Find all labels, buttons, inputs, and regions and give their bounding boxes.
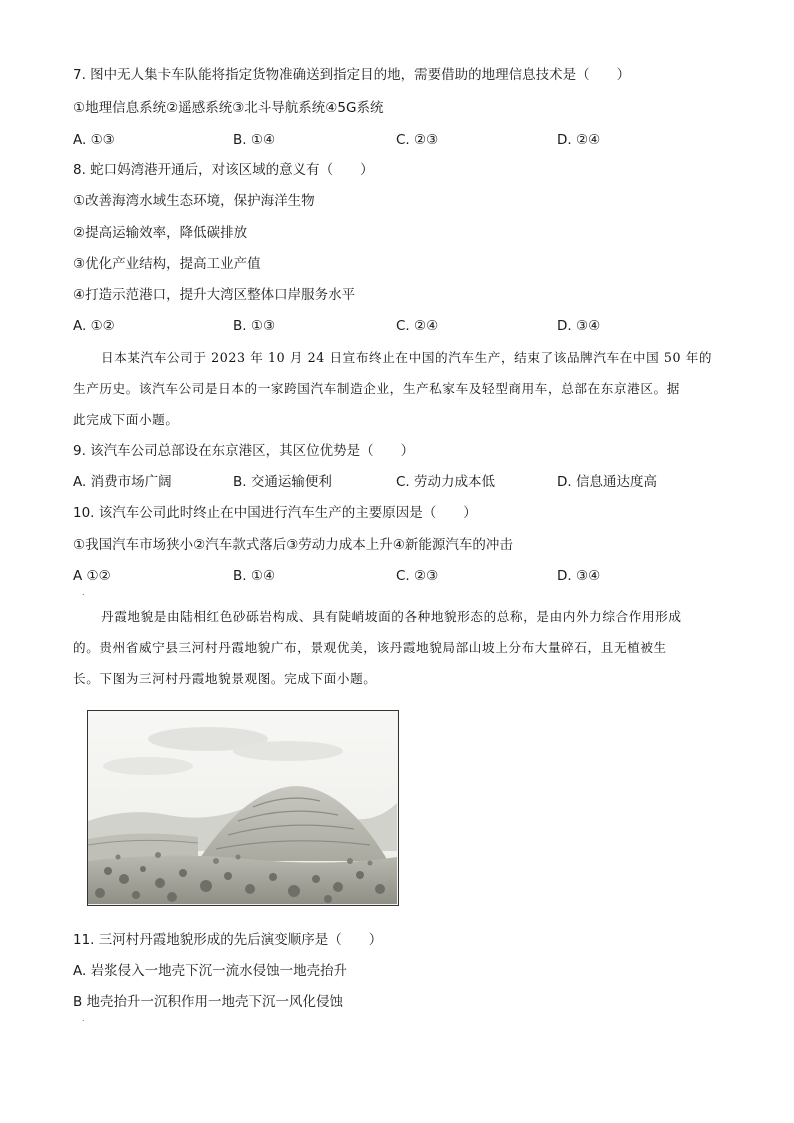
q8-option-c: C. ②④	[396, 318, 439, 334]
q8-option-b: B. ①③	[233, 318, 276, 334]
q9-stem: 9. 该汽车公司总部设在东京港区，其区位优势是（ ）	[73, 443, 415, 459]
q8-item-1: ①改善海湾水域生态环境，保护海洋生物	[73, 193, 315, 209]
passage1-line-1: 日本某汽车公司于 2023 年 10 月 24 日宣布终止在中国的汽车生产，结束了该品牌汽车在中国 50 年的	[101, 350, 713, 365]
q8-option-a: A. ①②	[73, 318, 115, 334]
q8-item-4: ④打造示范港口，提升大湾区整体口岸服务水平	[73, 287, 356, 303]
q9-option-c: C. 劳动力成本低	[396, 474, 496, 490]
q8-option-d: D. ③④	[557, 318, 601, 334]
passage2-line-3: 长。下图为三河村丹霞地貌景观图。完成下面小题。	[73, 671, 377, 686]
q7-stem: 7. 图中无人集卡车队能将指定货物准确送到指定目的地，需要借助的地理信息技术是（ ）	[73, 67, 631, 83]
q7-option-a: A. ①③	[73, 132, 115, 148]
q7-option-b: B. ①④	[233, 132, 276, 148]
q8-item-2: ②提高运输效率，降低碳排放	[73, 225, 248, 241]
q10-option-a: A ①②	[73, 568, 111, 584]
q9-option-a: A. 消费市场广阔	[73, 474, 172, 490]
q8-stem: 8. 蛇口妈湾港开通后，对该区域的意义有（ ）	[73, 162, 374, 178]
passage2-line-1: 丹霞地貌是由陆相红色砂砾岩构成、具有陡峭坡面的各种地貌形态的总称，是由内外力综合作用形成	[101, 609, 682, 624]
q9-option-d: D. 信息通达度高	[557, 474, 657, 490]
q9-option-b: B. 交通运输便利	[233, 474, 332, 490]
q8-item-3: ③优化产业结构，提高工业产值	[73, 256, 261, 272]
q11-option-a: A. 岩浆侵入一地壳下沉一流水侵蚀一地壳抬升	[73, 963, 348, 979]
passage2-line-2: 的。贵州省威宁县三河村丹霞地貌广布，景观优美，该丹霞地貌局部山坡上分布大量碎石，且无植被生	[73, 640, 667, 655]
passage1-line-3: 此完成下面小题。	[73, 412, 179, 427]
q7-option-d: D. ②④	[557, 132, 601, 148]
q10-items: ①我国汽车市场狭小②汽车款式落后③劳动力成本上升④新能源汽车的冲击	[73, 537, 513, 553]
q7-items: ①地理信息系统②遥感系统③北斗导航系统④5G系统	[73, 100, 384, 116]
q10-stem: 10. 该汽车公司此时终止在中国进行汽车生产的主要原因是（ ）	[73, 505, 477, 521]
q11-stem: 11. 三河村丹霞地貌形成的先后演变顺序是（ ）	[73, 932, 383, 948]
scan-speck: .	[82, 1014, 85, 1023]
danxia-landscape-photo	[87, 710, 399, 906]
q10-option-d: D. ③④	[557, 568, 601, 584]
q7-option-c: C. ②③	[396, 132, 439, 148]
q10-option-b: B. ①④	[233, 568, 276, 584]
q10-option-c: C. ②③	[396, 568, 439, 584]
scan-speck: .	[82, 588, 85, 597]
passage1-line-2: 生产历史。该汽车公司是日本的一家跨国汽车制造企业，生产私家车及轻型商用车，总部在东京港区。据	[73, 381, 680, 396]
q11-option-b: B 地壳抬升一沉积作用一地壳下沉一风化侵蚀	[73, 994, 344, 1010]
